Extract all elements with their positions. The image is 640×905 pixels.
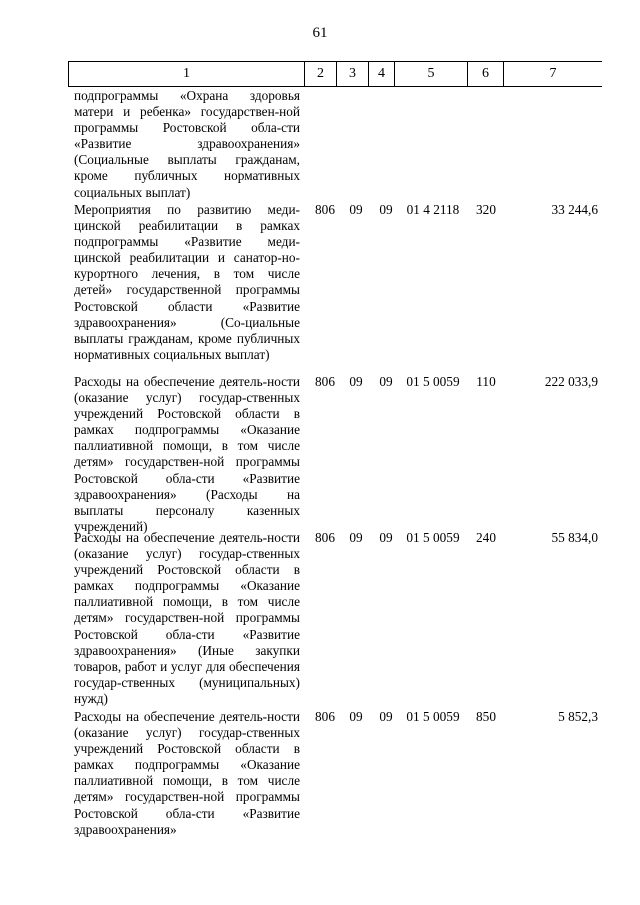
- row-description: Расходы на обеспечение деятель-ности (оказание услуг) государ-ственных учреждений Ростовской области в рамках подпрограммы «Оказание паллиативной помощи, в том числе детям» государствен-ной программы Ростовской обла-сти «Развитие здравоохранения»: [74, 709, 300, 837]
- table-row: [74, 374, 602, 534]
- row-admin-code: 806: [315, 202, 335, 217]
- header-col-2: 2: [304, 62, 336, 86]
- table-row: [74, 202, 602, 374]
- row-description: Мероприятия по развитию меди-цинской реабилитации в рамках подпрограммы «Развитие меди-цинской реабилитации и санатор-но-курортного лечения, в том числе детей» государственной программы Ростовской области «Развитие здравоохранения» (Со-циальные выплаты гражданам, кроме публичных нормативных социальных выплат): [74, 202, 300, 362]
- row-admin-code: 806: [315, 374, 335, 389]
- table-row: [74, 88, 602, 202]
- row-expense-type-code: 240: [476, 530, 496, 545]
- row-expense-type-code: 850: [476, 709, 496, 724]
- row-amount: 33 244,6: [551, 202, 598, 217]
- row-target-article-code: 01 5 0059: [406, 709, 460, 724]
- row-description: подпрограммы «Охрана здоровья матери и ребенка» государствен-ной программы Ростовской обла-сти «Развитие здравоохранения» (Социальные выплаты гражданам, кроме публичных нормативных социальных выплат): [74, 88, 300, 200]
- row-target-article-code: 01 5 0059: [406, 530, 460, 545]
- row-subsection-code: 09: [379, 202, 393, 217]
- row-section-code: 09: [349, 202, 363, 217]
- table-row: [74, 530, 602, 709]
- row-amount: 5 852,3: [558, 709, 598, 724]
- header-col-3: 3: [336, 62, 368, 86]
- header-col-1: 1: [68, 62, 304, 86]
- row-section-code: 09: [349, 374, 363, 389]
- table-body: [74, 88, 602, 849]
- header-col-6: 6: [467, 62, 503, 86]
- row-description: Расходы на обеспечение деятель-ности (оказание услуг) государ-ственных учреждений Ростовской области в рамках подпрограммы «Оказание паллиативной помощи, в том числе детям» государствен-ной программы Ростовской обла-сти «Развитие здравоохранения» (Иные закупки товаров, работ и услуг для обеспечения государ-ственных (муниципальных) нужд): [74, 530, 300, 706]
- row-description: Расходы на обеспечение деятель-ности (оказание услуг) государ-ственных учреждений Ростовской области в рамках подпрограммы «Оказание паллиативной помощи, в том числе детям» государствен-ной программы Ростовской обла-сти «Развитие здравоохранения» (Расходы на выплаты персоналу казенных учреждений): [74, 374, 300, 534]
- row-amount: 222 033,9: [544, 374, 598, 389]
- row-section-code: 09: [349, 530, 363, 545]
- row-subsection-code: 09: [379, 530, 393, 545]
- row-amount: 55 834,0: [551, 530, 598, 545]
- table-header-row: [68, 61, 602, 87]
- page-number: 61: [312, 25, 328, 41]
- table-row: [74, 709, 602, 849]
- row-target-article-code: 01 5 0059: [406, 374, 460, 389]
- row-section-code: 09: [349, 709, 363, 724]
- row-admin-code: 806: [315, 530, 335, 545]
- header-col-7: 7: [503, 62, 602, 86]
- row-expense-type-code: 110: [476, 374, 496, 389]
- row-subsection-code: 09: [379, 709, 393, 724]
- row-expense-type-code: 320: [476, 202, 496, 217]
- row-subsection-code: 09: [379, 374, 393, 389]
- header-col-4: 4: [368, 62, 394, 86]
- header-col-5: 5: [394, 62, 467, 86]
- row-target-article-code: 01 4 2118: [406, 202, 460, 217]
- row-admin-code: 806: [315, 709, 335, 724]
